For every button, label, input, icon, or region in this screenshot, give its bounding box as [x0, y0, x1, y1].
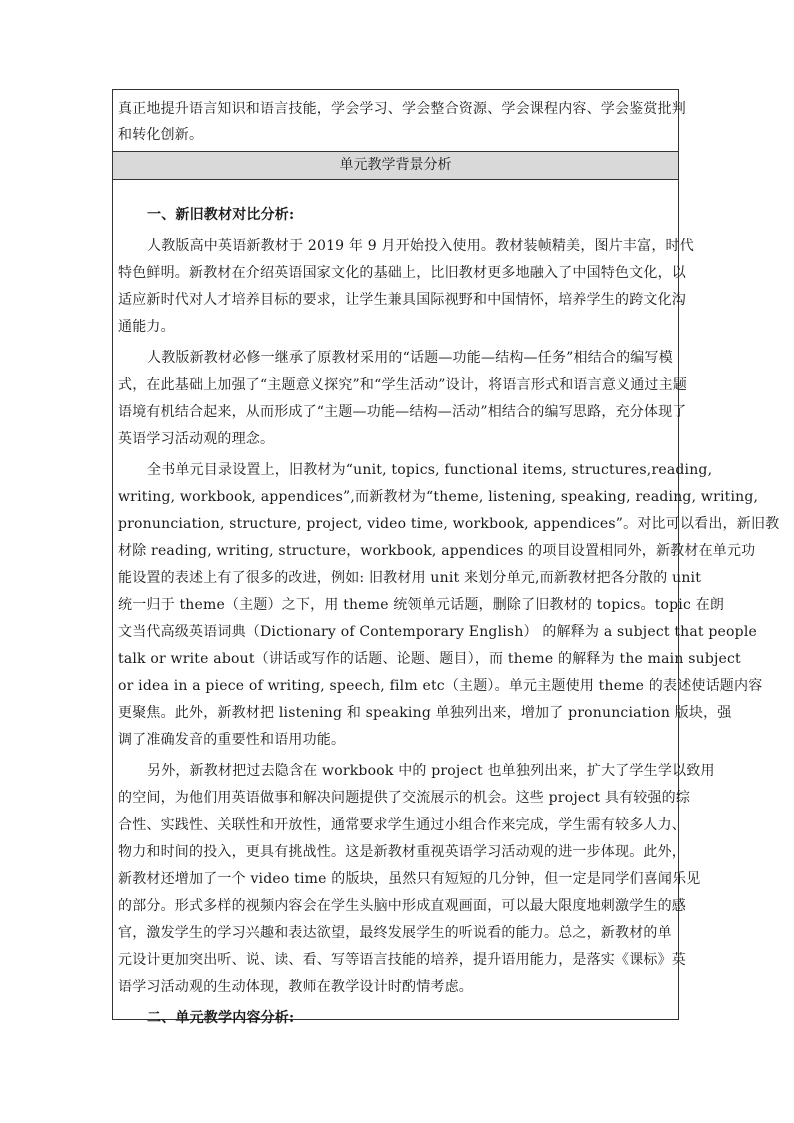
top-cell-text — [113, 90, 686, 148]
text-line: 英语学习活动观的理念。 — [118, 431, 275, 447]
text-line: 元设计更加突出听、说、读、看、写等语言技能的培养，提升语用能力，是落实《课标》英 — [118, 952, 686, 968]
text-line: 调了准确发音的重要性和语用功能。 — [118, 732, 346, 748]
text-line: 语学习活动观的生动体现，教师在教学设计时酌情考虑。 — [118, 979, 473, 995]
text-line: 式，在此基础上加强了“主题意义探究”和“学生活动”设计，将语言形式和语言意义通过主题 — [118, 377, 688, 393]
text-line: 人教版高中英语新教材于 2019 年 9 月开始投入使用。教材装帧精美，图片丰富，时代 — [147, 238, 694, 254]
text-line: 材除 reading, writing, structure，workbook, appendices 的项目设置相同外，新教材在单元功 — [118, 543, 756, 559]
text-line: 物力和时间的投入，更具有挑战性。这是新教材重视英语学习活动观的进一步体现。此外， — [118, 844, 686, 860]
text-line: 适应新时代对人才培养目标的要求，让学生兼具国际视野和中国情怀，培养学生的跨文化沟 — [118, 292, 686, 308]
text-line: talk or write about（讲话或写作的话题、论题、题目），而 theme 的解释为 the main subject — [118, 651, 741, 667]
text-line: 文当代高级英语词典（Dictionary of Contemporary English） 的解释为 a subject that people — [118, 624, 757, 640]
text-line: 特色鲜明。新教材在介绍英语国家文化的基础上，比旧教材更多地融入了中国特色文化，以 — [118, 265, 686, 281]
paragraph-1 — [118, 233, 694, 341]
text-line: 真正地提升语言知识和语言技能，学会学习、学会整合资源、学会课程内容、学会鉴赏批判 — [118, 101, 686, 117]
text-line: or idea in a piece of writing, speech, film etc（主题）。单元主题使用 theme 的表述使话题内容 — [118, 678, 763, 694]
text-line: 新教材还增加了一个 video time 的版块，虽然只有短短的几分钟，但一定是同学们喜闻乐见 — [118, 871, 701, 887]
text-line: 统一归于 theme（主题）之下，用 theme 统领单元话题，删除了旧教材的 topics。topic 在朗 — [118, 597, 725, 613]
text-line: 的部分。形式多样的视频内容会在学生头脑中形成直观画面，可以最大限度地刺激学生的感 — [118, 898, 686, 914]
text-line: pronunciation, structure, project, video time, workbook, appendices”。对比可以看出，新旧教 — [118, 516, 780, 532]
text-line: 合性、实践性、关联性和开放性，通常要求学生通过小组合作来完成，学生需有较多人力、 — [118, 817, 686, 833]
body-cell — [113, 180, 780, 1026]
text-line: 能设置的表述上有了很多的改进，例如: 旧教材用 unit 来划分单元,而新教材把各分散的 unit — [118, 570, 702, 586]
text-line: 和转化创新。 — [118, 127, 204, 143]
heading-comparison: 一、新旧教材对比分析: — [147, 207, 295, 223]
heading-content-analysis: 二、单元教学内容分析: — [147, 1010, 295, 1026]
section-header: 单元教学背景分析 — [113, 152, 678, 180]
document-table — [112, 89, 780, 1026]
text-line: 另外，新教材把过去隐含在 workbook 中的 project 也单独列出来，扩大了学生学以致用 — [147, 763, 715, 779]
paragraph-4 — [118, 758, 715, 1001]
text-line: 人教版新教材必修一继承了原教材采用的“话题—功能—结构—任务”相结合的编写模 — [147, 350, 673, 366]
top-cell — [113, 90, 686, 152]
text-line: 官，激发学生的学习兴趣和表达欲望，最终发展学生的听说看的能力。总之，新教材的单 — [118, 925, 672, 941]
text-line: 更聚焦。此外，新教材把 listening 和 speaking 单独列出来，增加了 pronunciation 版块，强 — [118, 705, 732, 721]
text-line: 的空间，为他们用英语做事和解决问题提供了交流展示的机会。这些 project 具有较强的综 — [118, 790, 691, 806]
text-line: 语境有机结合起来，从而形成了“主题—功能—结构—活动”相结合的编写思路，充分体现了 — [118, 404, 687, 420]
text-line: 全书单元目录设置上，旧教材为“unit, topics, functional items, structures,reading, — [147, 462, 713, 478]
paragraph-2 — [118, 345, 688, 453]
paragraph-3 — [118, 457, 780, 754]
text-line: writing, workbook, appendices”,而新教材为“theme, listening, speaking, reading, writing, — [118, 489, 759, 505]
text-line: 通能力。 — [118, 319, 175, 335]
